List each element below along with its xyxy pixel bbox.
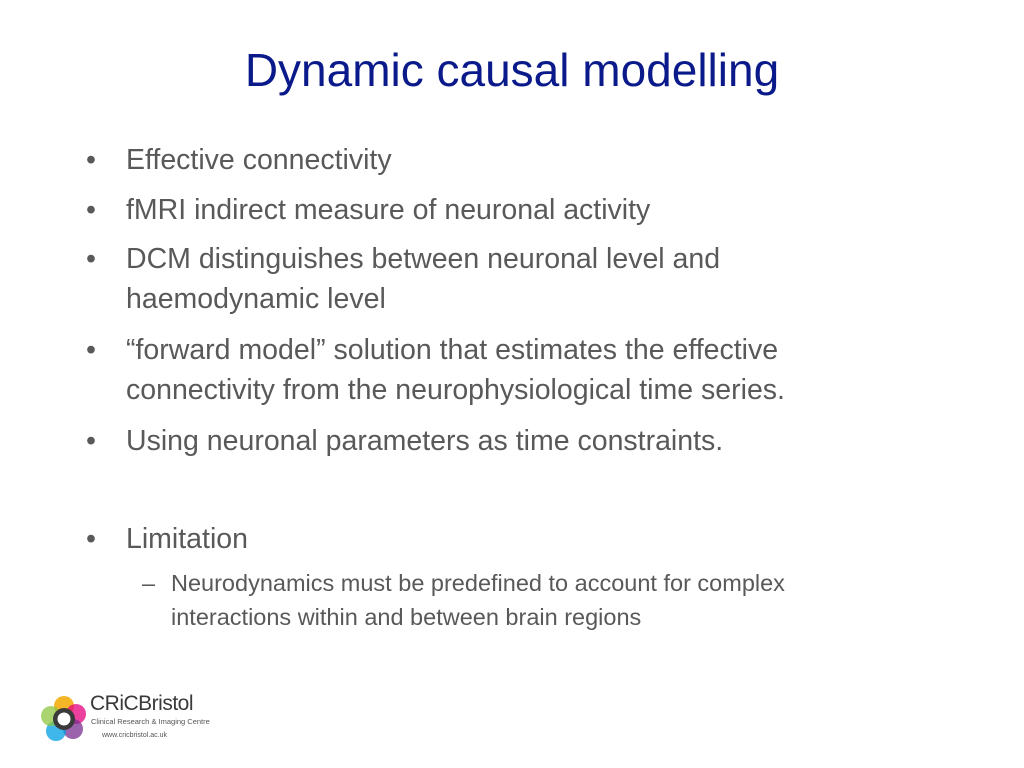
bullet-text — [126, 421, 986, 461]
bullet-mark: • — [86, 334, 96, 366]
bullet-line: fMRI indirect measure of neuronal activity — [126, 194, 651, 226]
logo-tagline: Clinical Research & Imaging Centre — [91, 717, 210, 726]
cric-logo-icon — [40, 695, 88, 743]
bullet-mark: • — [86, 523, 96, 555]
sub-bullet-mark: – — [142, 570, 156, 596]
bullet-line: haemodynamic level — [126, 283, 386, 315]
bullet-line: Limitation — [126, 523, 248, 555]
logo-name: CRiCBristol — [90, 692, 194, 715]
bullet-line: Effective connectivity — [126, 144, 392, 176]
bullet-mark: • — [86, 144, 96, 176]
bullet-line: “forward model” solution that estimates the effective — [126, 334, 779, 366]
cric-logo — [40, 692, 210, 746]
sub-bullet-line: interactions within and between brain regions — [171, 604, 642, 630]
bullet-mark: • — [86, 194, 96, 226]
bullet-text — [126, 239, 986, 319]
bullet-line: DCM distinguishes between neuronal level and — [126, 243, 721, 275]
bullet-text — [126, 190, 986, 230]
bullet-text — [126, 330, 986, 410]
logo-url: www.cricbristol.ac.uk — [102, 732, 167, 739]
bullet-mark: • — [86, 425, 96, 457]
slide-title: Dynamic causal modelling — [244, 44, 780, 96]
bullet-text — [126, 519, 986, 559]
sub-bullet-line: Neurodynamics must be predefined to account for complex — [171, 570, 785, 596]
bullet-mark: • — [86, 243, 96, 275]
bullet-line: Using neuronal parameters as time constraints. — [126, 425, 724, 457]
bullet-line: connectivity from the neurophysiological time series. — [126, 374, 785, 406]
bullet-text — [126, 140, 986, 180]
sub-bullet-text — [171, 566, 971, 634]
